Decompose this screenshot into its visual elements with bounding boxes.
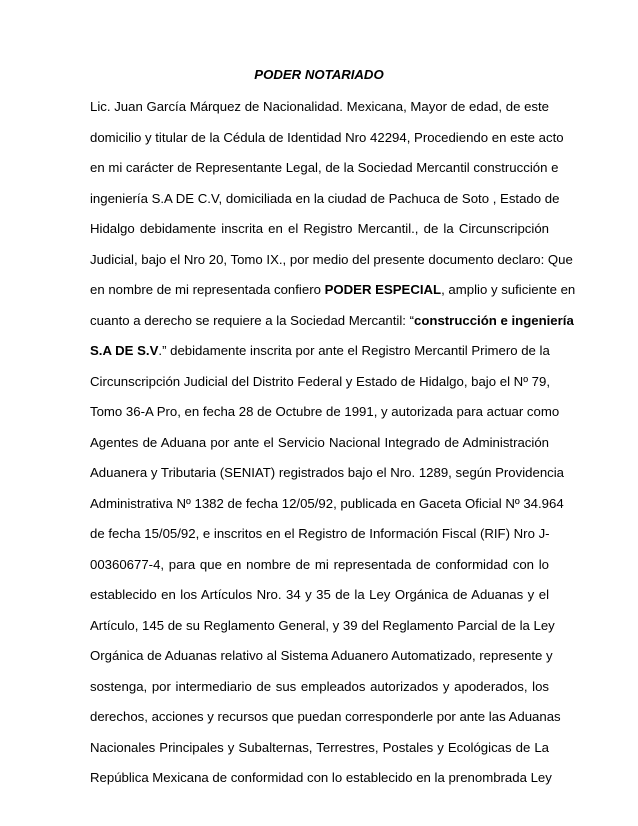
body-text-line (90, 153, 559, 184)
body-text-line (90, 550, 549, 581)
body-text-line (90, 611, 555, 642)
bold-text-segment: S.A DE S.V (90, 343, 159, 358)
text-segment: Circunscripción Judicial del Distrito Federal y Estado de Hidalgo, bajo el Nº 79, (90, 373, 551, 389)
body-text-line (90, 306, 574, 337)
text-segment: en mi carácter de Representante Legal, de la Sociedad Mercantil construcción e (90, 160, 559, 175)
text-segment: domicilio y titular de la Cédula de Identidad Nro 42294, Procediendo en este acto (90, 129, 564, 145)
body-text-line (90, 336, 549, 367)
bold-text-segment: PODER ESPECIAL (324, 282, 442, 297)
body-text-line (90, 763, 552, 794)
text-segment: sostenga, por intermediario de sus empleados autorizados y apoderados, los (90, 678, 549, 694)
text-segment: , amplio y suficiente en (441, 282, 576, 297)
body-text-line (90, 123, 564, 154)
text-segment: Orgánica de Aduanas relativo al Sistema Aduanero Automatizado, represente y (90, 648, 553, 663)
text-segment: 00360677-4, para que en nombre de mi representada de conformidad con lo (90, 556, 549, 572)
body-text-line (90, 489, 564, 520)
text-segment: Nacionales Principales y Subalternas, Terrestres, Postales y Ecológicas de La (90, 739, 549, 755)
document-title: PODER NOTARIADO (254, 67, 384, 82)
body-text-line (90, 245, 573, 276)
text-segment: Agentes de Aduana por ante el Servicio Nacional Integrado de Administración (90, 434, 549, 450)
text-segment: República Mexicana de conformidad con lo establecido en la prenombrada Ley (90, 770, 552, 785)
body-text-line (90, 184, 560, 215)
body-text-line (90, 672, 549, 703)
body-text-line (90, 519, 549, 550)
text-segment: Aduanera y Tributaria (SENIAT) registrados bajo el Nro. 1289, según Providencia (90, 465, 565, 480)
text-segment: .” debidamente inscrita por ante el Registro Mercantil Primero de la (158, 343, 550, 358)
text-segment: derechos, acciones y recursos que puedan corresponderle por ante las Aduanas (90, 709, 561, 724)
text-segment: cuanto a derecho se requiere a la Sociedad Mercantil: “ (90, 312, 415, 328)
body-text-line (90, 367, 549, 398)
document-body (90, 92, 576, 794)
text-segment: Lic. Juan García Márquez de Nacionalidad. Mexicana, Mayor de edad, de este (90, 99, 549, 114)
text-segment: Judicial, bajo el Nro 20, Tomo IX., por medio del presente documento declaro: Que (90, 251, 573, 267)
body-text-line (90, 733, 549, 764)
body-text-line (90, 92, 549, 123)
bold-text-segment: construcción e ingeniería (414, 312, 574, 328)
body-text-line (90, 214, 549, 245)
body-text-line (90, 641, 553, 672)
text-segment: Hidalgo debidamente inscrita en el Registro Mercantil., de la Circunscripción (90, 221, 549, 236)
text-segment: establecido en los Artículos Nro. 34 y 35 de la Ley Orgánica de Aduanas y el (90, 587, 549, 602)
body-text-line (90, 458, 565, 489)
body-text-line (90, 397, 560, 428)
body-text-line (90, 275, 576, 306)
body-text-line (90, 702, 561, 733)
body-text-line (90, 428, 549, 459)
text-segment: en nombre de mi representada confiero (90, 282, 325, 297)
text-segment: ingeniería S.A DE C.V, domiciliada en la ciudad de Pachuca de Soto , Estado de (90, 190, 560, 206)
body-text-line (90, 580, 549, 611)
text-segment: de fecha 15/05/92, e inscritos en el Registro de Información Fiscal (RIF) Nro J- (90, 526, 550, 541)
text-segment: Administrativa Nº 1382 de fecha 12/05/92, publicada en Gaceta Oficial Nº 34.964 (90, 495, 564, 511)
text-segment: Artículo, 145 de su Reglamento General, y 39 del Reglamento Parcial de la Ley (90, 617, 555, 633)
text-segment: Tomo 36-A Pro, en fecha 28 de Octubre de 1991, y autorizada para actuar como (90, 404, 560, 419)
